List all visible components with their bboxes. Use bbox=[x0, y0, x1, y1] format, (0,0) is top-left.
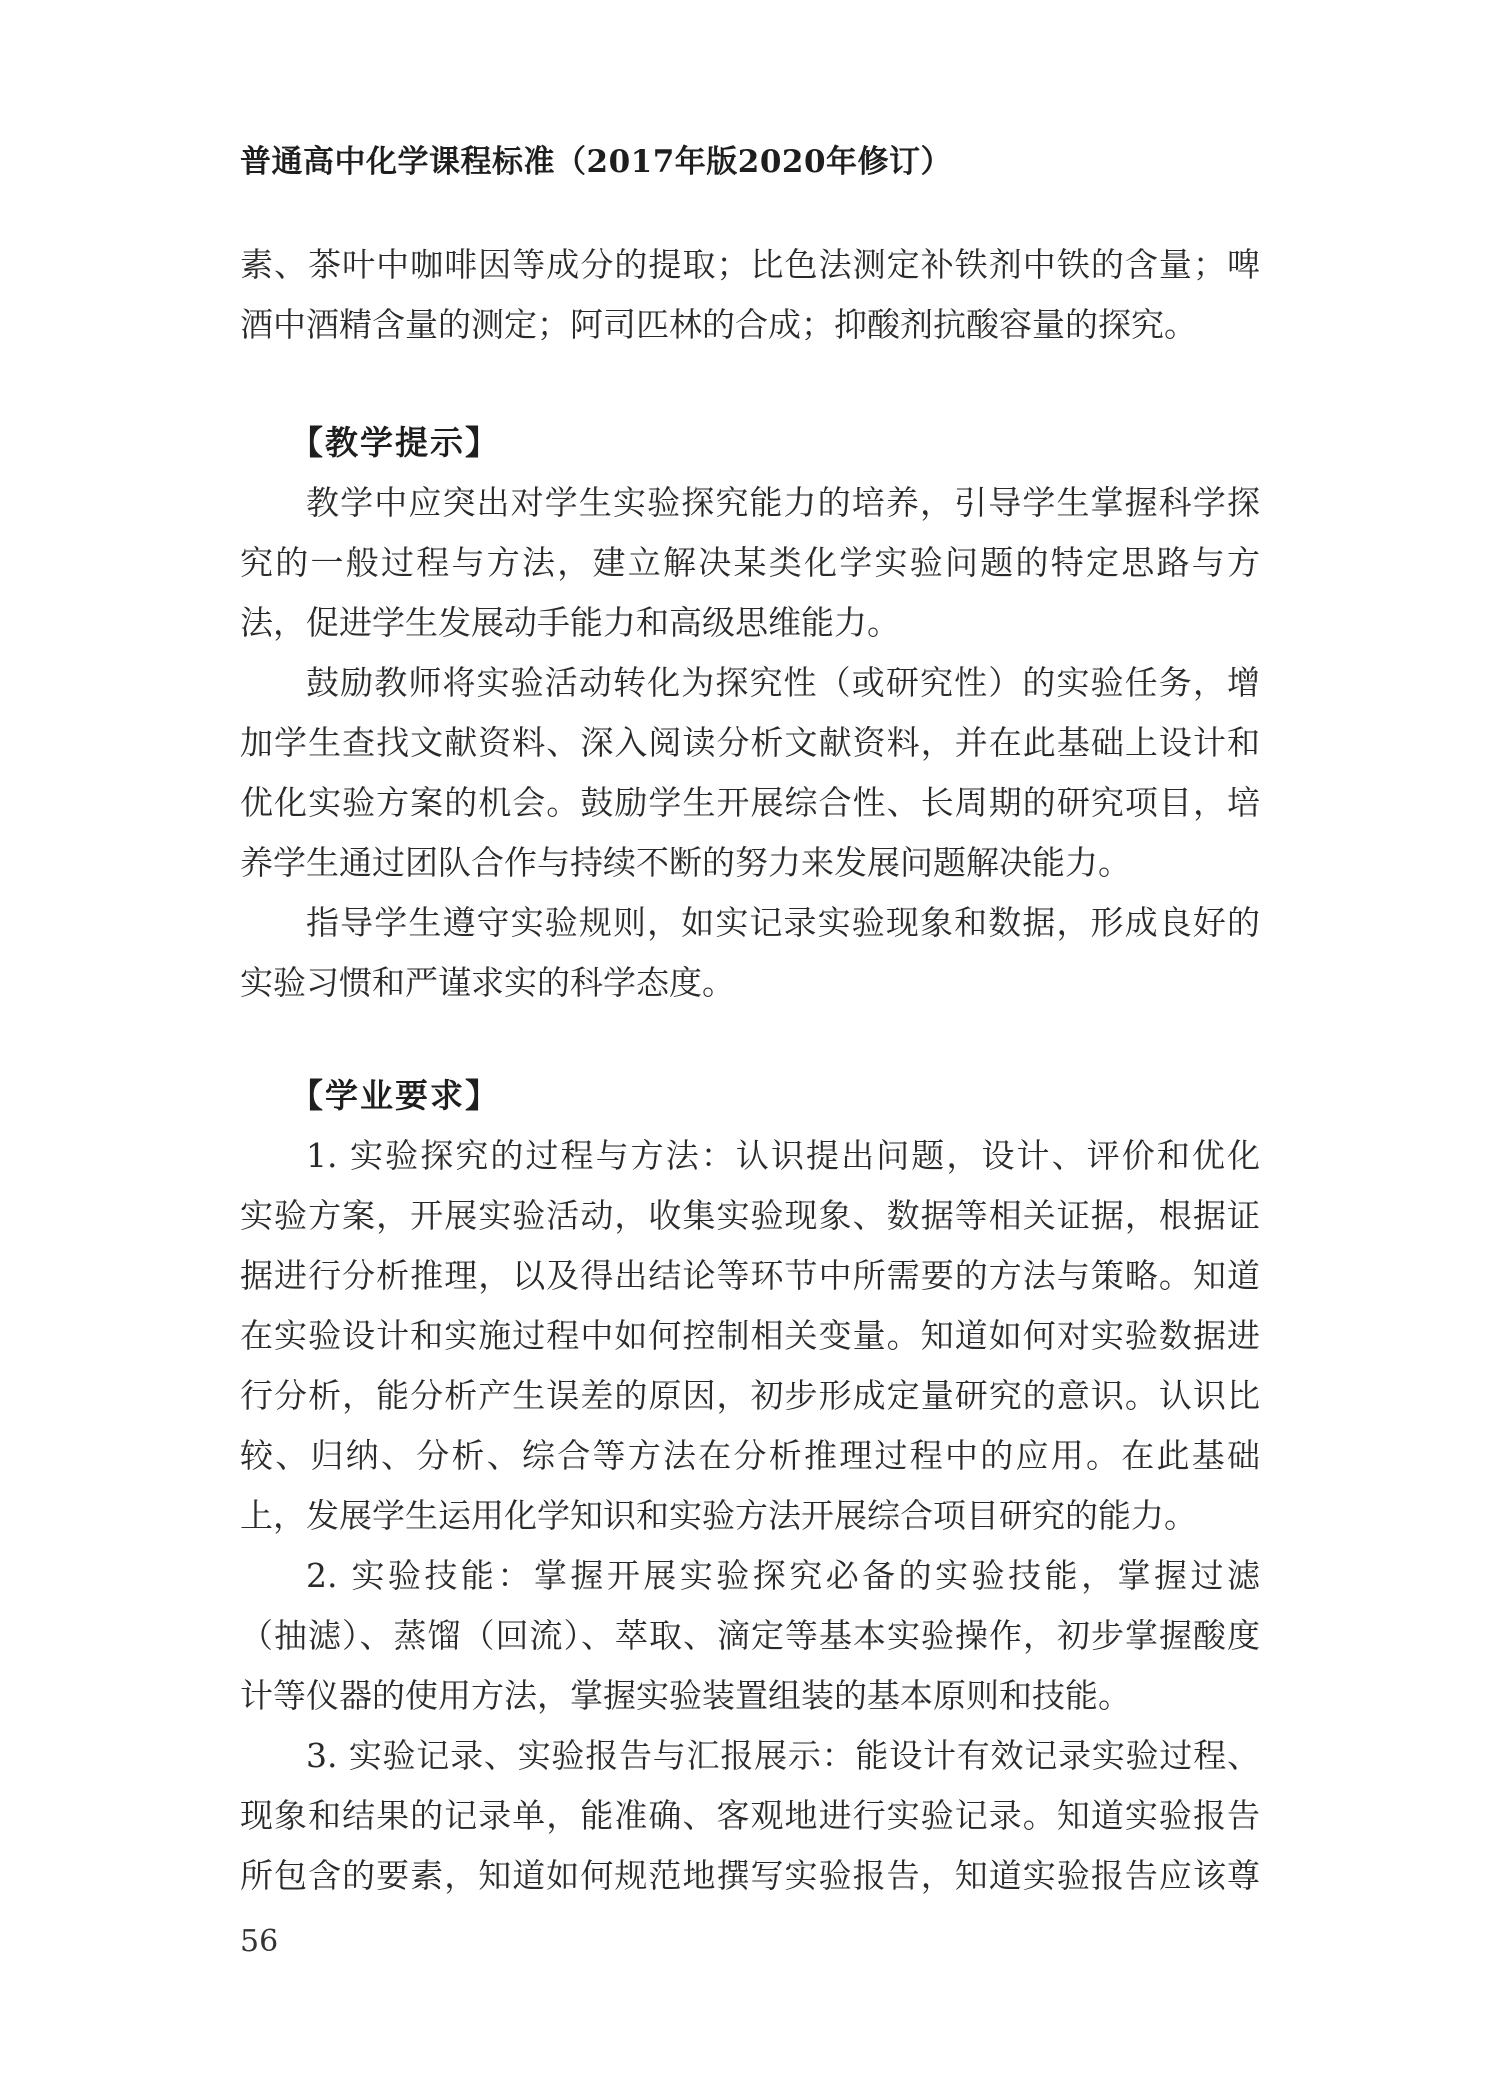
page-number: 56 bbox=[240, 1924, 279, 1959]
text-line: 究的一般过程与方法，建立解决某类化学实验问题的特定思路与方 bbox=[240, 543, 1260, 582]
text-line: 教学中应突出对学生实验探究能力的培养，引导学生掌握科学探 bbox=[306, 483, 1260, 522]
text-line: 素、茶叶中咖啡因等成分的提取；比色法测定补铁剂中铁的含量；啤 bbox=[240, 245, 1260, 284]
text-line: 较、归纳、分析、综合等方法在分析推理过程中的应用。在此基础 bbox=[240, 1436, 1260, 1475]
academic-requirements-body bbox=[240, 1126, 1260, 1906]
text-line: 实验方案，开展实验活动，收集实验现象、数据等相关证据，根据证 bbox=[240, 1196, 1260, 1235]
text-line: 行分析，能分析产生误差的原因，初步形成定量研究的意识。认识比 bbox=[240, 1376, 1260, 1415]
text-line: 1. 实验探究的过程与方法：认识提出问题，设计、评价和优化 bbox=[306, 1136, 1260, 1175]
text-line: 在实验设计和实施过程中如何控制相关变量。知道如何对实验数据进 bbox=[240, 1316, 1260, 1355]
running-header: 普通高中化学课程标准（2017年版2020年修订） bbox=[240, 144, 953, 180]
teaching-tips-body bbox=[240, 473, 1260, 1013]
text-line: （抽滤）、蒸馏（回流）、萃取、滴定等基本实验操作，初步掌握酸度 bbox=[240, 1616, 1260, 1655]
text-line: 法，促进学生发展动手能力和高级思维能力。 bbox=[240, 603, 900, 642]
text-line: 养学生通过团队合作与持续不断的努力来发展问题解决能力。 bbox=[240, 843, 1131, 882]
text-line: 指导学生遵守实验规则，如实记录实验现象和数据，形成良好的 bbox=[306, 903, 1260, 942]
text-line: 鼓励教师将实验活动转化为探究性（或研究性）的实验任务，增 bbox=[306, 663, 1260, 702]
text-line: 酒中酒精含量的测定；阿司匹林的合成；抑酸剂抗酸容量的探究。 bbox=[240, 305, 1197, 344]
section-heading-teaching-tips: 【教学提示】 bbox=[290, 423, 500, 462]
text-line: 2. 实验技能：掌握开展实验探究必备的实验技能，掌握过滤 bbox=[306, 1556, 1260, 1595]
text-line: 计等仪器的使用方法，掌握实验装置组装的基本原则和技能。 bbox=[240, 1676, 1131, 1715]
text-line: 所包含的要素，知道如何规范地撰写实验报告，知道实验报告应该尊 bbox=[240, 1856, 1260, 1895]
text-line: 优化实验方案的机会。鼓励学生开展综合性、长周期的研究项目，培 bbox=[240, 783, 1260, 822]
text-line: 3. 实验记录、实验报告与汇报展示：能设计有效记录实验过程、 bbox=[306, 1736, 1260, 1775]
text-line: 实验习惯和严谨求实的科学态度。 bbox=[240, 963, 735, 1002]
text-line: 现象和结果的记录单，能准确、客观地进行实验记录。知道实验报告 bbox=[240, 1796, 1260, 1835]
text-line: 加学生查找文献资料、深入阅读分析文献资料，并在此基础上设计和 bbox=[240, 723, 1260, 762]
text-line: 据进行分析推理，以及得出结论等环节中所需要的方法与策略。知道 bbox=[240, 1256, 1260, 1295]
intro-text bbox=[240, 235, 1260, 355]
text-line: 上，发展学生运用化学知识和实验方法开展综合项目研究的能力。 bbox=[240, 1496, 1197, 1535]
section-heading-academic-requirements: 【学业要求】 bbox=[290, 1076, 500, 1115]
